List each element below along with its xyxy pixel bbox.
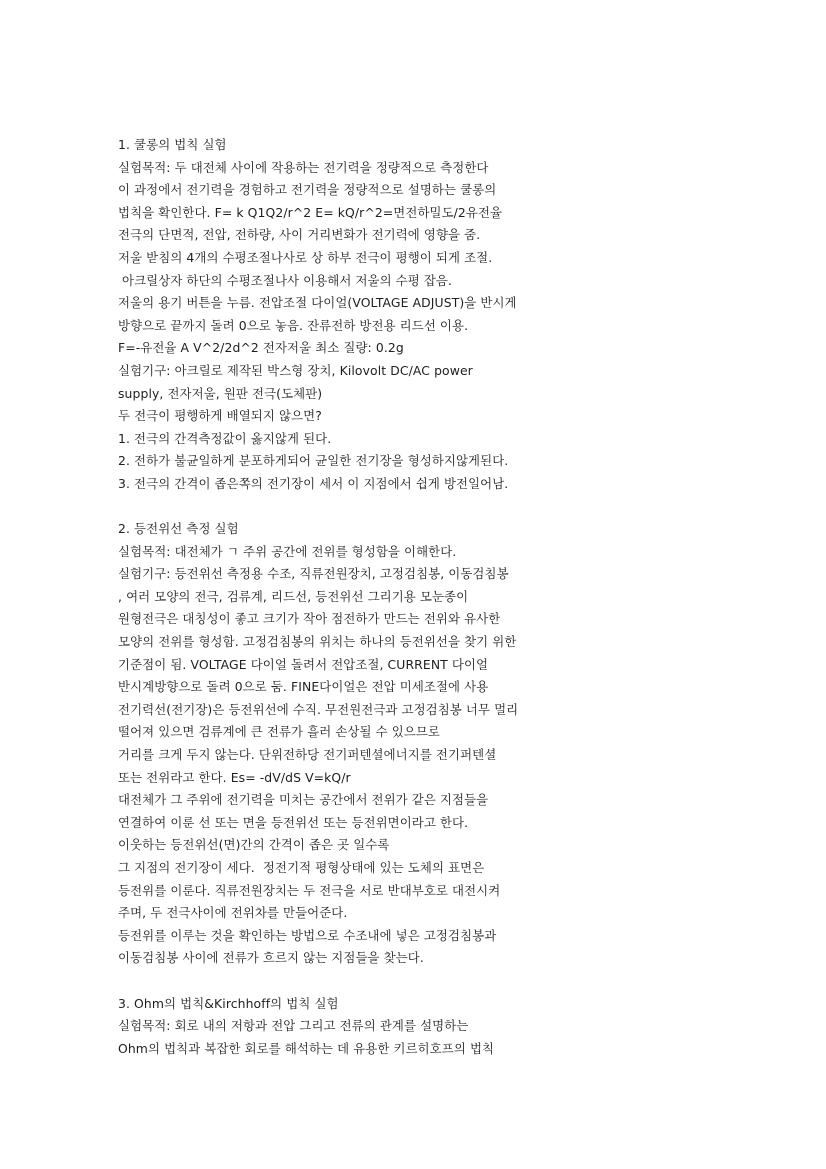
document-body — [118, 134, 598, 1060]
text-line: , 여러 모양의 전극, 검류계, 리드선, 등전위선 그리기용 모눈종이 — [118, 588, 469, 604]
text-line: 1. 전극의 간격측정값이 옳지않게 된다. — [118, 430, 332, 446]
text-line: 전기력선(전기장)은 등전위선에 수직. 무전원전극과 고정검침봉 너무 멀리 — [118, 701, 519, 717]
text-line: 등전위를 이루는 것을 확인하는 방법으로 수조내에 넣은 고정검침봉과 — [118, 927, 497, 943]
text-line: 이 과정에서 전기력을 경험하고 전기력을 정량적으로 설명하는 쿨롱의 — [118, 182, 497, 198]
section-ohm-kirchhoff — [118, 993, 598, 1061]
text-line: 거리를 크게 두지 않는다. 단위전하당 전기퍼텐셜에너지를 전기퍼텐셜 — [118, 747, 497, 763]
text-line: 연결하여 이룬 선 또는 면을 등전위선 또는 등전위면이라고 한다. — [118, 814, 469, 830]
blank-line — [118, 496, 598, 519]
section-heading: 1. 쿨롱의 법칙 실험 — [118, 137, 227, 152]
text-line: 반시계방향으로 돌려 0으로 둠. FINE다이얼은 전압 미세조절에 사용 — [118, 679, 489, 695]
text-line: 두 전극이 평행하게 배열되지 않으면? — [118, 408, 322, 424]
text-line: 실험목적: 대전체가 ㄱ 주위 공간에 전위를 형성함을 이해한다. — [118, 543, 457, 559]
text-line: 방향으로 끝까지 돌려 0으로 놓음. 잔류전하 방전용 리드선 이용. — [118, 317, 469, 333]
text-line: 저울 받침의 4개의 수평조절나사로 상 하부 전극이 평행이 되게 조절. — [118, 249, 493, 265]
text-line: 3. 전극의 간격이 좁은쪽의 전기장이 세서 이 지점에서 쉽게 방전일어남. — [118, 475, 509, 491]
text-line: 주며, 두 전극사이에 전위차를 만들어준다. — [118, 905, 348, 921]
section-equipotential — [118, 518, 598, 970]
text-line: 저울의 용기 버튼을 누름. 전압조절 다이얼(VOLTAGE ADJUST)을 반시게 — [118, 295, 517, 311]
text-line: 실험목적: 회로 내의 저항과 전압 그리고 전류의 관계를 설명하는 — [118, 1018, 469, 1034]
text-line: 원형전극은 대칭성이 좋고 크기가 작아 점전하가 만드는 전위와 유사한 — [118, 611, 501, 627]
text-line: 2. 전하가 불균일하게 분포하게되어 균일한 전기장을 형성하지않게된다. — [118, 453, 509, 469]
text-line: 실험기구: 아크릴로 제작된 박스형 장치, Kilovolt DC/AC power — [118, 362, 473, 378]
section-heading: 3. Ohm의 법칙&Kirchhoff의 법칙 실험 — [118, 995, 339, 1011]
text-line: Ohm의 법칙과 복잡한 회로를 해석하는 데 유용한 키르히호프의 법칙 — [118, 1040, 495, 1056]
text-line: 떨어져 있으면 검류계에 큰 전류가 흘러 손상될 수 있으므로 — [118, 724, 440, 740]
text-line: 모양의 전위를 형성함. 고정검침봉의 위치는 하나의 등전위선을 찾기 위한 — [118, 634, 517, 650]
text-line: 또는 전위라고 한다. Es= -dV/dS V=kQ/r — [118, 769, 351, 785]
section-heading: 2. 등전위선 측정 실험 — [118, 521, 239, 537]
blank-line — [118, 970, 598, 993]
text-line: 이동검침봉 사이에 전류가 흐르지 않는 지점들을 찾는다. — [118, 950, 424, 966]
text-line: 그 지점의 전기장이 세다. 정전기적 평형상태에 있는 도체의 표면은 — [118, 860, 485, 875]
text-line: 실험기구: 등전위선 측정용 수조, 직류전원장치, 고정검침봉, 이동검침봉 — [118, 566, 509, 582]
section-coulomb-law — [118, 134, 598, 496]
text-line: 아크릴상자 하단의 수평조절나사 이용해서 저울의 수평 잡음. — [118, 272, 453, 288]
text-line: 등전위를 이룬다. 직류전원장치는 두 전극을 서로 반대부호로 대전시켜 — [118, 882, 501, 898]
text-line: 전극의 단면적, 전압, 전하량, 사이 거리변화가 전기력에 영향을 줌. — [118, 227, 481, 243]
text-line: F=-유전율 A V^2/2d^2 전자저울 최소 질량: 0.2g — [118, 340, 404, 356]
text-line: supply, 전자저울, 원판 전극(도체판) — [118, 385, 323, 401]
text-line: 실험목적: 두 대전체 사이에 작용하는 전기력을 정량적으로 측정한다 — [118, 159, 489, 175]
text-line: 기준점이 됨. VOLTAGE 다이얼 돌려서 전압조절, CURRENT 다이얼 — [118, 656, 489, 672]
text-line: 법칙을 확인한다. F= k Q1Q2/r^2 E= kQ/r^2=면전하밀도/2유전율 — [118, 204, 503, 220]
text-line: 대전체가 그 주위에 전기력을 미치는 공간에서 전위가 같은 지점들을 — [118, 792, 489, 808]
text-line: 이웃하는 등전위선(면)간의 간격이 좁은 곳 일수록 — [118, 837, 390, 853]
